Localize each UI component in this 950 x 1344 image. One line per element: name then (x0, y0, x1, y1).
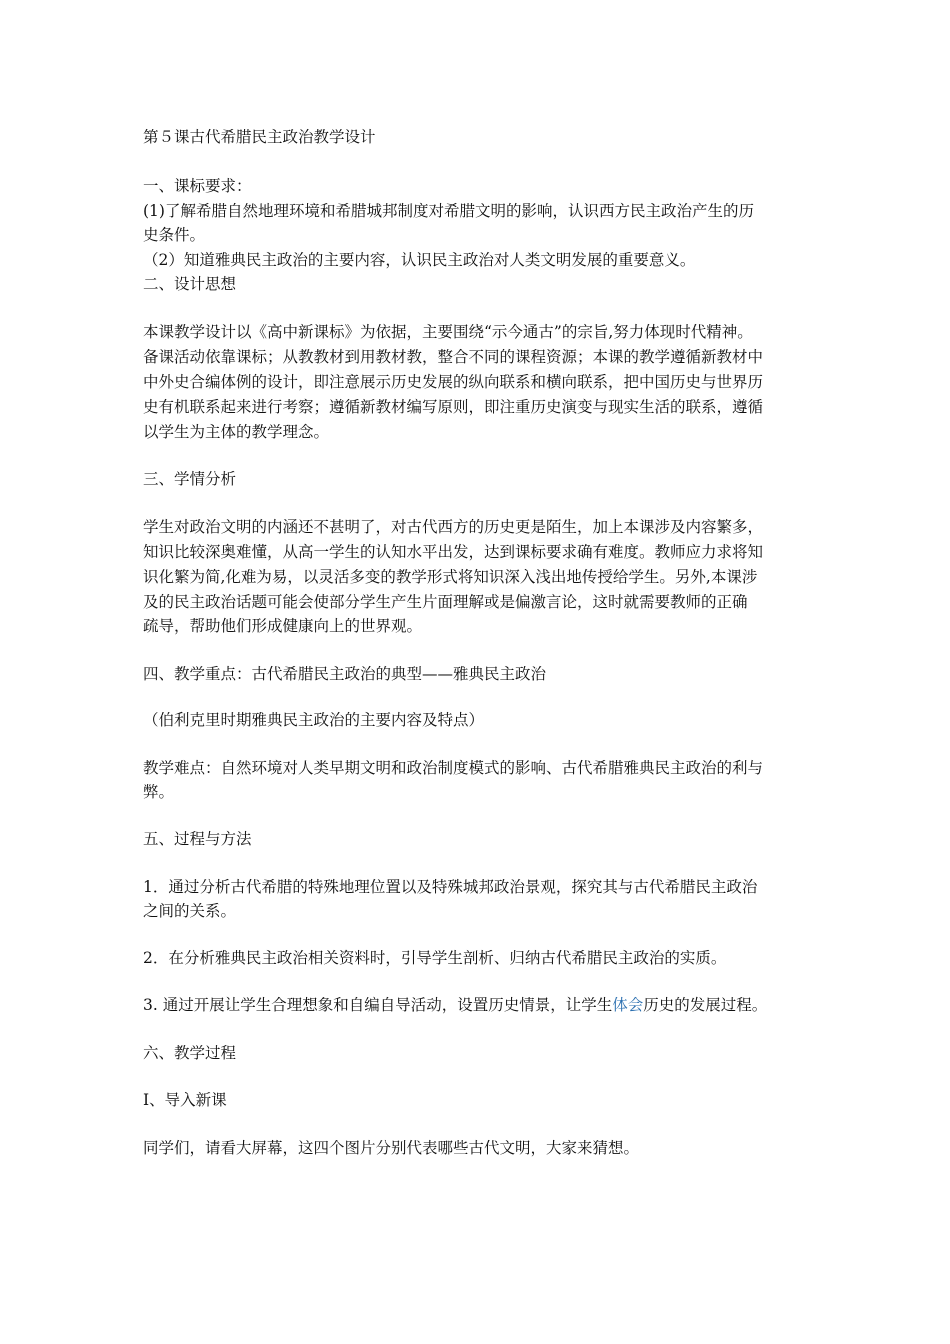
section5-item2: 2．在分析雅典民主政治相关资料时，引导学生剖析、归纳古代希腊民主政治的实质。 (143, 949, 727, 967)
section3-para-line: 学生对政治文明的内涵还不甚明了，对古代西方的历史更是陌生，加上本课涉及内容繁多， (143, 518, 764, 536)
section1-heading: 一、课标要求： (143, 177, 252, 195)
difficulty-line1: 教学难点：自然环境对人类早期文明和政治制度模式的影响、古代希腊雅典民主政治的利与 (143, 759, 764, 777)
section6-heading: 六、教学过程 (143, 1044, 237, 1062)
section3-para-line: 疏导，帮助他们形成健康向上的世界观。 (143, 617, 423, 635)
section3-para-line: 及的民主政治话题可能会使部分学生产生片面理解或是偏激言论，这时就需要教师的正确 (143, 593, 748, 611)
section1-item2: （2）知道雅典民主政治的主要内容，认识民主政治对人类文明发展的重要意义。 (143, 251, 696, 269)
section5-item3-tail: 历史的发展过程。 (643, 996, 768, 1014)
section2-heading: 二、设计思想 (143, 275, 237, 293)
difficulty-line2: 弊。 (143, 783, 175, 801)
document-title: 第５课古代希腊民主政治教学设计 (143, 128, 376, 146)
section1-item1-line1: (1)了解希腊自然地理环境和希腊城邦制度对希腊文明的影响，认识西方民主政治产生的历 (143, 202, 754, 220)
section3-heading: 三、学情分析 (143, 470, 237, 488)
tihui-link[interactable]: 体会 (612, 996, 644, 1014)
section2-para-line: 以学生为主体的教学理念。 (143, 423, 330, 441)
section1-item1-line2: 史条件。 (143, 226, 206, 244)
section5-item3-text: 3. 通过开展让学生合理想象和自编自导活动，设置历史情景，让学生 (143, 996, 613, 1014)
section5-heading: 五、过程与方法 (143, 830, 252, 848)
section2-para-line: 史有机联系起来进行考察；遵循新教材编写原则，即注重历史演变与现实生活的联系，遵循 (143, 398, 764, 416)
section2-para-line: 备课活动依靠课标；从教教材到用教材教，整合不同的课程资源；本课的教学遵循新教材中 (143, 348, 764, 366)
section6-sub: Ⅰ、导入新课 (143, 1091, 227, 1109)
section5-item1-line1: 1．通过分析古代希腊的特殊地理位置以及特殊城邦政治景观，探究其与古代希腊民主政治 (143, 878, 758, 896)
section5-item3 (143, 993, 813, 1017)
section2-para-line: 本课教学设计以《高中新课标》为依据，主要围绕“示今通古”的宗旨,努力体现时代精神。 (143, 323, 753, 341)
section6-para: 同学们，请看大屏幕，这四个图片分别代表哪些古代文明，大家来猜想。 (143, 1139, 640, 1157)
section4-heading: 四、教学重点：古代希腊民主政治的典型——雅典民主政治 (143, 665, 547, 683)
section5-item1-line2: 之间的关系。 (143, 902, 237, 920)
section3-para-line: 识化繁为简,化难为易，以灵活多变的教学形式将知识深入浅出地传授给学生。另外,本课涉 (143, 568, 758, 586)
section3-para-line: 知识比较深奥难懂，从高一学生的认知水平出发，达到课标要求确有难度。教师应力求将知 (143, 543, 764, 561)
section2-para-line: 中外史合编体例的设计，即注意展示历史发展的纵向联系和横向联系，把中国历史与世界历 (143, 373, 764, 391)
section4-sub: （伯利克里时期雅典民主政治的主要内容及特点） (143, 711, 485, 729)
